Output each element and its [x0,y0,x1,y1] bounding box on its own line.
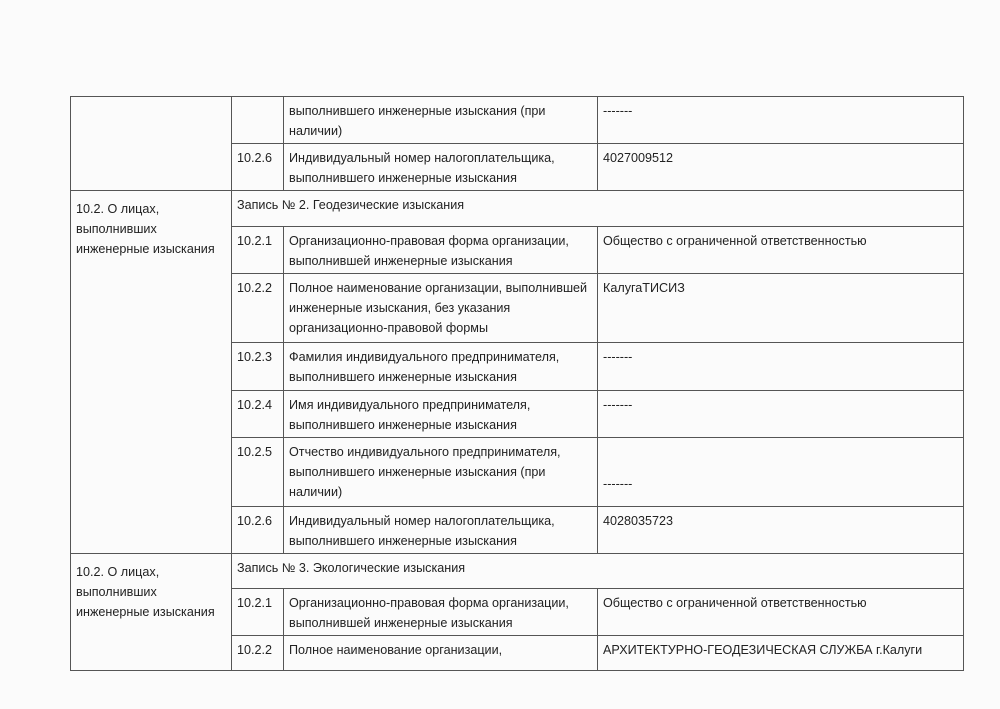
row-label: Полное наименование организации, [284,636,598,671]
record-title: Запись № 2. Геодезические изыскания [232,191,964,227]
side-cell-empty [71,97,232,191]
row-label: Индивидуальный номер налогоплательщика, выполнившего инженерные изыскания [284,507,598,554]
row-label: Отчество индивидуального предпринимателя, выполнившего инженерные изыскания (при наличии) [284,438,598,507]
engineering-surveys-table [70,96,964,671]
row-label: Полное наименование организации, выполнившей инженерные изыскания, без указания организационно-правовой формы [284,274,598,343]
row-value: ------- [598,97,964,144]
row-value: 4028035723 [598,507,964,554]
row-value: ------- [598,343,964,391]
row-value: ------- [598,391,964,438]
row-value: Общество с ограниченной ответственностью [598,589,964,636]
row-label: Имя индивидуального предпринимателя, выполнившего инженерные изыскания [284,391,598,438]
row-label: выполнившего инженерные изыскания (при наличии) [284,97,598,144]
row-label: Организационно-правовая форма организации, выполнившей инженерные изыскания [284,227,598,274]
row-code: 10.2.1 [232,589,284,636]
row-value: ------- [598,438,964,507]
row-code [232,97,284,144]
table-row [71,97,964,144]
row-code: 10.2.4 [232,391,284,438]
row-code: 10.2.1 [232,227,284,274]
row-value: Общество с ограниченной ответственностью [598,227,964,274]
record-title: Запись № 3. Экологические изыскания [232,554,964,589]
record-header-row [71,191,964,227]
row-label: Организационно-правовая форма организации, выполнившей инженерные изыскания [284,589,598,636]
section-side-label: 10.2. О лицах, выполнивших инженерные изыскания [71,554,232,671]
row-code: 10.2.6 [232,507,284,554]
row-code: 10.2.5 [232,438,284,507]
row-code: 10.2.2 [232,274,284,343]
row-label: Индивидуальный номер налогоплательщика, выполнившего инженерные изыскания [284,144,598,191]
row-label: Фамилия индивидуального предпринимателя, выполнившего инженерные изыскания [284,343,598,391]
row-value: 4027009512 [598,144,964,191]
record-header-row [71,554,964,589]
row-value: КалугаТИСИЗ [598,274,964,343]
row-code: 10.2.3 [232,343,284,391]
row-code: 10.2.2 [232,636,284,671]
row-value: АРХИТЕКТУРНО-ГЕОДЕЗИЧЕСКАЯ СЛУЖБА г.Калуги [598,636,964,671]
section-side-label: 10.2. О лицах, выполнивших инженерные изыскания [71,191,232,554]
row-code: 10.2.6 [232,144,284,191]
